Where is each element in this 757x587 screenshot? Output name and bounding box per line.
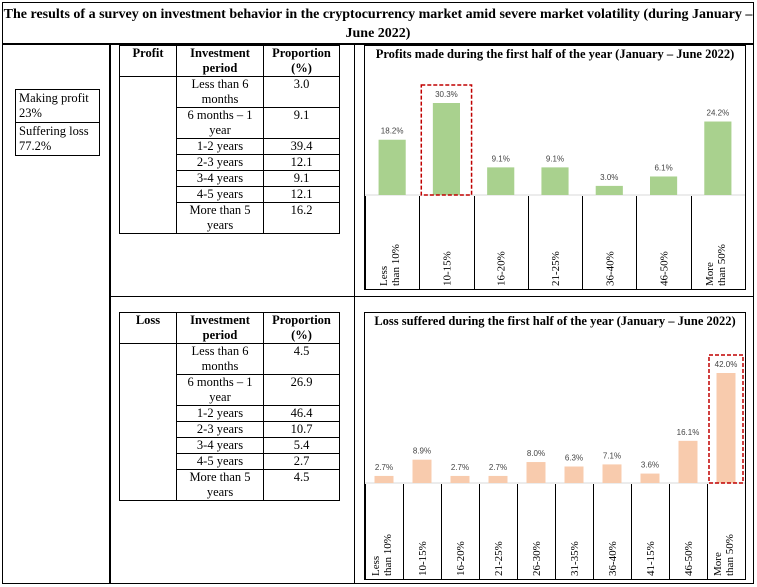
category-label <box>645 541 657 576</box>
category-label <box>417 541 429 576</box>
bar <box>641 474 660 483</box>
category-label-line: 41-15% <box>645 541 657 576</box>
value-cell: 26.9 <box>264 375 340 406</box>
period-cell: More than 5 years <box>177 470 264 501</box>
bar <box>413 460 432 483</box>
value-cell: 9.1 <box>264 171 340 187</box>
data-label: 9.1% <box>545 154 565 164</box>
category-label-line: More <box>712 552 724 576</box>
bar <box>704 122 731 195</box>
category-label-line: 10-15% <box>441 251 454 286</box>
value-cell: 12.1 <box>264 187 340 203</box>
loss-table <box>119 312 340 501</box>
category-label <box>704 244 728 286</box>
data-label: 3.6% <box>640 460 660 470</box>
empty-cell <box>120 77 177 234</box>
data-label: 6.3% <box>564 453 584 463</box>
bar <box>541 167 568 195</box>
bar <box>603 464 622 483</box>
category-label <box>441 251 453 286</box>
category-label-line: 36-40% <box>607 541 619 576</box>
category-label-line: More <box>703 262 716 286</box>
value-cell: 10.7 <box>264 422 340 438</box>
profit-chart <box>365 78 745 289</box>
period-cell: Less than 6 months <box>177 344 264 375</box>
category-label-line: than 50% <box>715 244 728 286</box>
data-label: 24.2% <box>706 108 730 118</box>
period-cell: 3-4 years <box>177 438 264 454</box>
period-cell: 6 months – 1 year <box>177 375 264 406</box>
category-label <box>378 244 402 286</box>
period-cell: 1-2 years <box>177 406 264 422</box>
period-cell: 6 months – 1 year <box>177 108 264 139</box>
data-label: 9.1% <box>491 154 510 164</box>
period-cell: 2-3 years <box>177 155 264 171</box>
data-label: 42.0% <box>714 360 738 369</box>
loss-chart <box>365 345 745 579</box>
category-label <box>604 251 616 286</box>
category-label-line: than 10% <box>382 534 394 576</box>
loss-chart-title: Loss suffered during the first half of the year (January – June 2022) <box>374 314 736 328</box>
bar <box>487 167 514 195</box>
value-cell: 5.4 <box>264 438 340 454</box>
value-cell: 46.4 <box>264 406 340 422</box>
proportion-header: Proportion (%) <box>264 313 340 344</box>
category-label-line: 26-30% <box>531 541 543 576</box>
data-label: 8.9% <box>412 446 432 456</box>
category-label-line: 16-20% <box>495 251 508 286</box>
value-cell: 16.2 <box>264 203 340 234</box>
page-title: The results of a survey on investment behavior in the cryptocurrency market amid severe market volatility (during January – June 2022) <box>2 2 754 44</box>
category-label <box>712 534 736 576</box>
column-divider <box>354 44 355 584</box>
period-header: Investment period <box>177 46 264 77</box>
value-cell: 3.0 <box>264 77 340 108</box>
data-label: 7.1% <box>602 451 622 461</box>
data-label: 30.3% <box>435 90 458 99</box>
bar <box>527 462 546 483</box>
bar <box>451 476 470 483</box>
category-label-line: 31-35% <box>569 541 581 576</box>
profit-chart-title: Profits made during the first half of the year (January – June 2022) <box>375 47 735 61</box>
value-cell: 4.5 <box>264 470 340 501</box>
category-label-line: Less <box>378 265 391 286</box>
category-label <box>607 541 619 576</box>
category-label-line: 46-50% <box>658 251 671 286</box>
bar <box>433 103 460 195</box>
data-label: 2.7% <box>488 462 508 472</box>
period-cell: Less than 6 months <box>177 77 264 108</box>
value-cell: 4.5 <box>264 344 340 375</box>
summary-column <box>2 44 110 584</box>
data-label: 18.2% <box>380 126 404 136</box>
category-label-line: than 10% <box>390 244 403 286</box>
period-cell: 3-4 years <box>177 171 264 187</box>
bar <box>717 373 736 483</box>
category-label-line: 10-15% <box>417 541 429 576</box>
value-cell: 9.1 <box>264 108 340 139</box>
data-label: 8.0% <box>526 449 546 459</box>
period-cell: 2-3 years <box>177 422 264 438</box>
bar <box>650 176 677 195</box>
value-cell: 12.1 <box>264 155 340 171</box>
data-label: 16.1% <box>676 427 700 437</box>
period-header: Investment period <box>177 313 264 344</box>
bar <box>596 186 623 195</box>
category-label <box>455 541 467 576</box>
data-label: 2.7% <box>374 462 394 472</box>
section-divider <box>110 296 754 297</box>
category-label-line: than 50% <box>724 534 736 576</box>
loss-header: Loss <box>120 313 177 344</box>
category-label-line: 16-20% <box>455 541 467 576</box>
period-cell: 4-5 years <box>177 454 264 470</box>
category-label <box>659 251 671 286</box>
profit-table <box>119 45 340 234</box>
period-cell: More than 5 years <box>177 203 264 234</box>
proportion-header: Proportion (%) <box>264 46 340 77</box>
making-profit-label: Making profit 23% <box>15 89 100 123</box>
category-label-line: 21-25% <box>550 251 562 286</box>
category-label-line: 46-50% <box>683 541 695 576</box>
category-label-line: 36-40% <box>604 251 617 286</box>
category-label-line: 21-25% <box>493 541 505 576</box>
category-label-line: Less <box>370 555 382 576</box>
bar <box>565 467 584 484</box>
category-label <box>531 541 543 576</box>
profit-header: Profit <box>120 46 177 77</box>
category-label <box>370 534 394 576</box>
bar <box>379 140 406 195</box>
category-label <box>569 541 581 576</box>
table-row <box>120 344 340 375</box>
period-cell: 1-2 years <box>177 139 264 155</box>
data-label: 3.0% <box>600 172 619 182</box>
category-label <box>496 251 508 286</box>
suffering-loss-label: Suffering loss 77.2% <box>15 122 100 156</box>
category-label <box>550 251 562 286</box>
data-label: 2.7% <box>450 462 470 472</box>
category-label <box>683 541 695 576</box>
bar <box>489 476 508 483</box>
period-cell: 4-5 years <box>177 187 264 203</box>
value-cell: 39.4 <box>264 139 340 155</box>
bar <box>375 476 394 483</box>
table-row <box>120 77 340 108</box>
empty-cell <box>120 344 177 501</box>
data-label: 6.1% <box>654 163 673 173</box>
value-cell: 2.7 <box>264 454 340 470</box>
bar <box>679 441 698 483</box>
category-label <box>493 541 505 576</box>
